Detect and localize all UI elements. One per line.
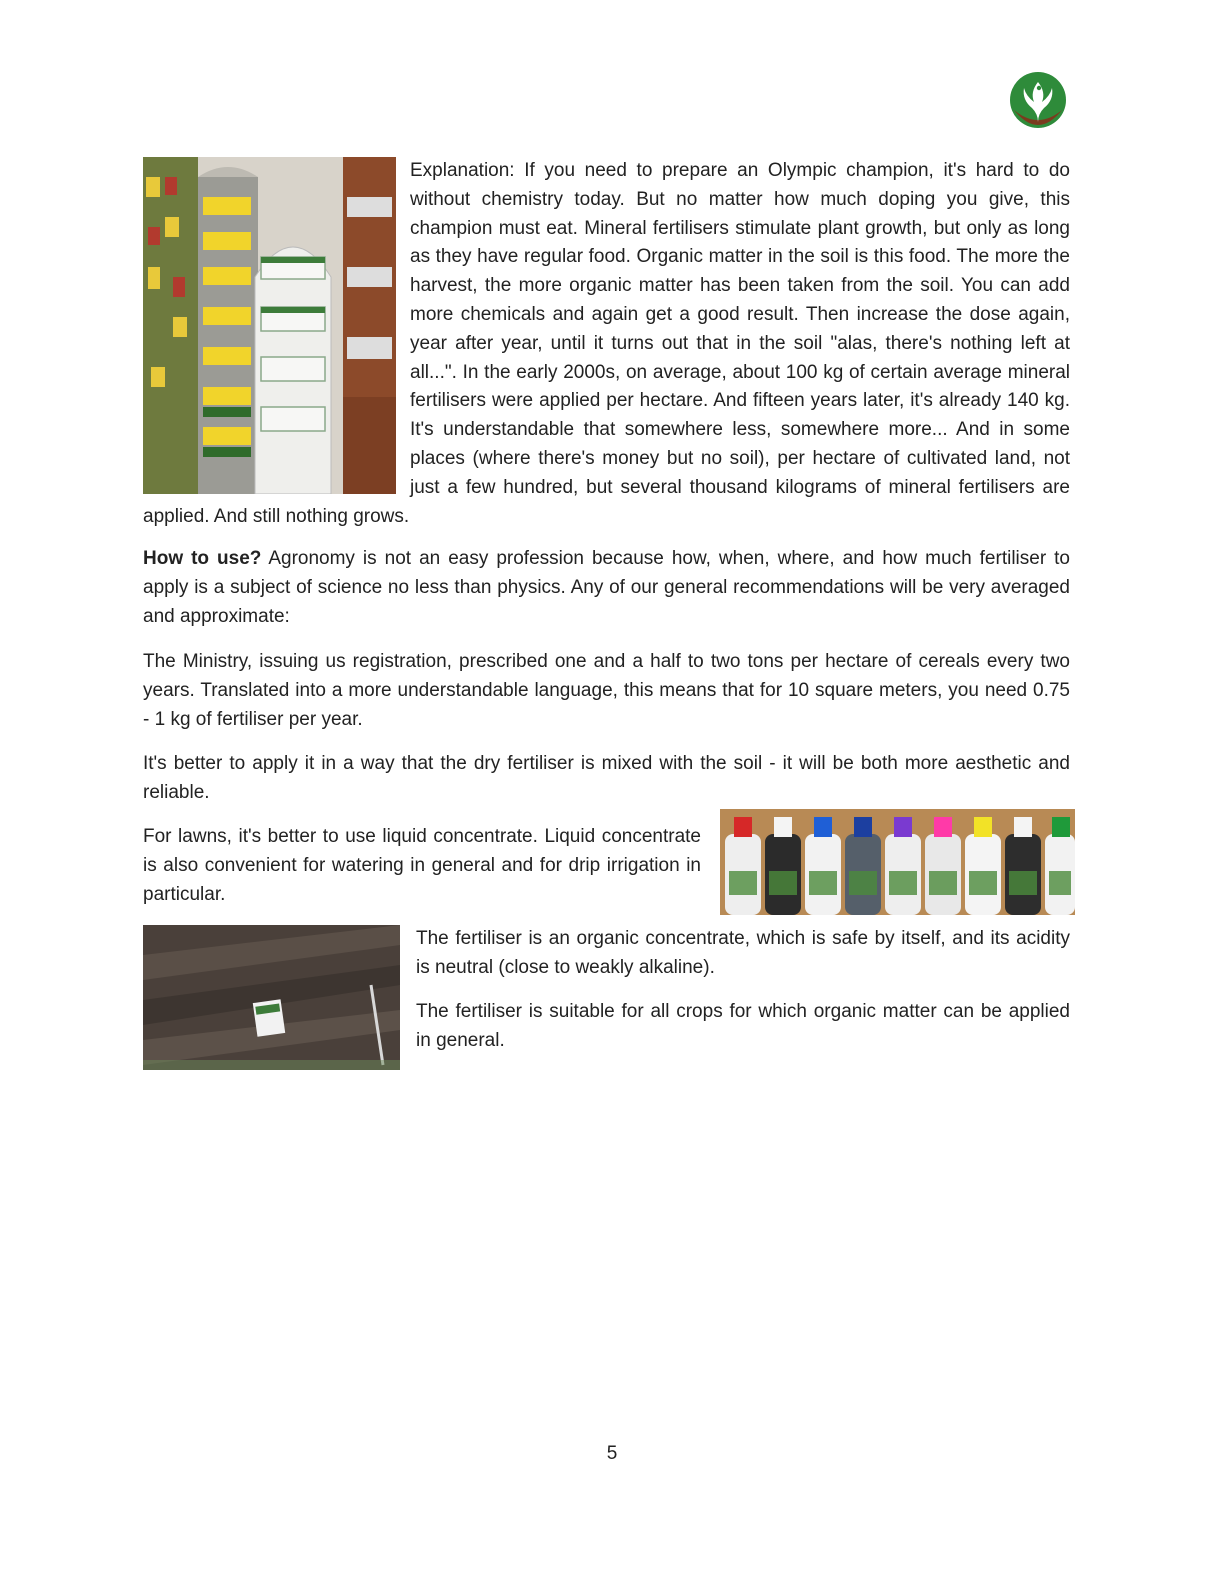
how-to-use-text: Agronomy is not an easy profession because how, when, where, and how much fertiliser to apply is a subject of science no less than physics. Any of our general recommendations will be very averaged and approximate: [143, 548, 1070, 627]
how-to-use-paragraph [143, 545, 1070, 631]
document-page [143, 0, 1070, 1584]
soil-field-photo [143, 925, 400, 1070]
explanation-paragraph: Explanation: If you need to prepare an Olympic champion, it's hard to do without chemistry today. But no matter how much doping you give, this champion must eat. Mineral fertilisers stimulate plant growth, but only as long as they have regular food. Organic matter in the soil is this food. The more the harvest, the more organic matter has been taken from the soil. You can add more chemicals and again get a good result. Then increase the dose again, year after year, until it turns out that in the soil "alas, there's nothing left at all...". In the early 2000s, on average, about 100 kg of certain average mineral fertilisers were applied per hectare. And fifteen years later, it's already 140 kg. It's understandable that somewhere less, somewhere more... And in some places (where there's money but no soil), per hectare of cultivated land, not just a few hundred, but several thousand kilograms of mineral fertilisers are applied. And still nothing grows. [143, 160, 1070, 527]
store-display-photo [143, 157, 396, 494]
dry-application-paragraph: It's better to apply it in a way that the dry fertiliser is mixed with the soil - it will be both more aesthetic and reliable. [143, 753, 1070, 803]
suitable-crops-paragraph: The fertiliser is suitable for all crops for which organic matter can be applied in general. [416, 1001, 1070, 1051]
lawn-paragraph: For lawns, it's better to use liquid concentrate. Liquid concentrate is also convenient for watering in general and for drip irrigation in particular. [143, 826, 701, 905]
liquid-concentrate-bottles-photo [720, 809, 1075, 915]
ministry-paragraph: The Ministry, issuing us registration, prescribed one and a half to two tons per hectare of cereals every two years. Translated into a more understandable language, this means that for 10 square meters, you need 0.75 - 1 kg of fertiliser per year. [143, 651, 1070, 730]
how-to-use-label: How to use? [143, 548, 262, 569]
organic-concentrate-paragraph: The fertiliser is an organic concentrate, which is safe by itself, and its acidity is neutral (close to weakly alkaline). [416, 928, 1070, 978]
explanation-block [143, 157, 1070, 531]
page-number: 5 [606, 1443, 618, 1464]
